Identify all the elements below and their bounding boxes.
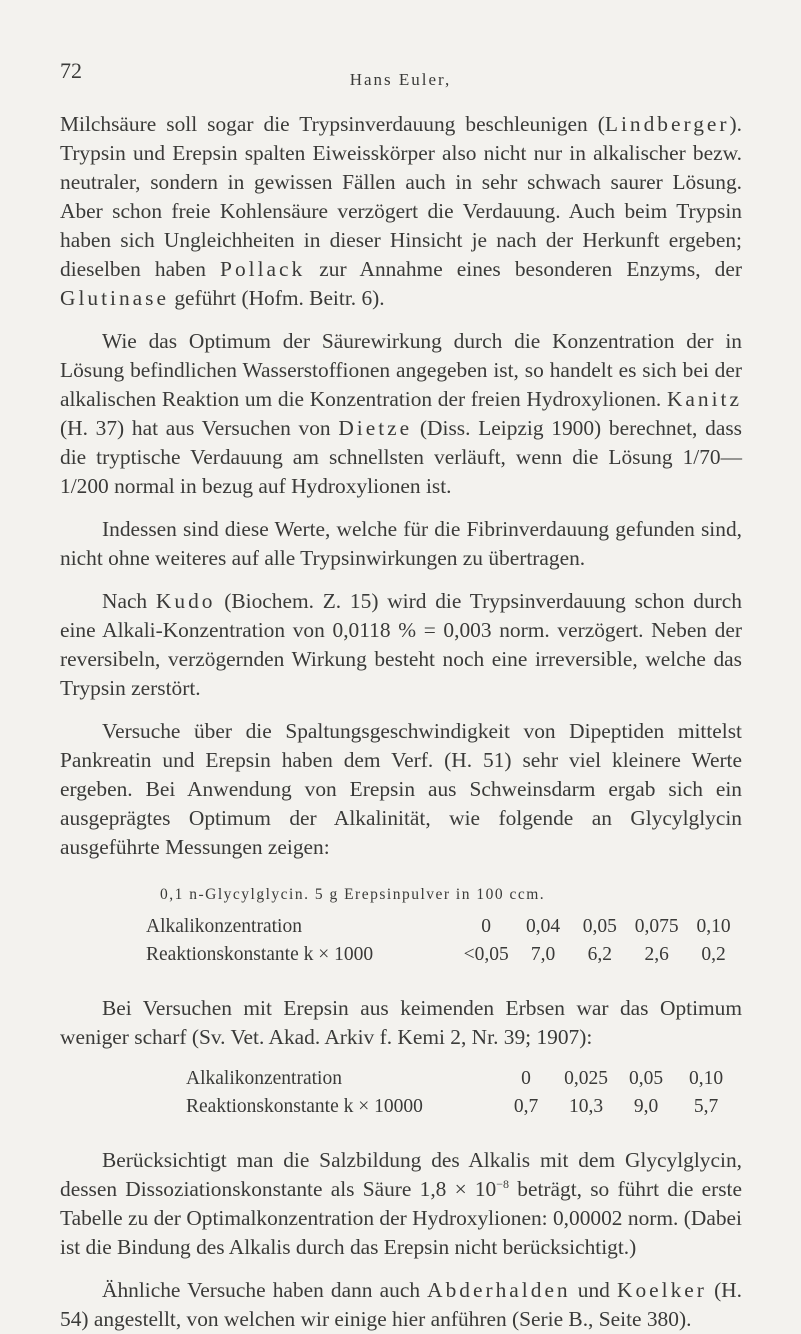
row-label: Reaktionskonstante k × 1000 xyxy=(146,944,374,965)
table-cell: 0 xyxy=(521,1068,531,1089)
table-cell: 0,04 xyxy=(525,916,561,937)
measurement-table-2 xyxy=(60,1068,742,1124)
paragraph-7: Berücksichtigt man die Salzbildung des Alkalis mit dem Glycylglycin, dessen Dissoziationskonstante als Säure $1,8 \times 10^{-8}$ beträgt, so führt die erste Tabelle zu der Optimalkonzentration der Hydroxylionen: 0,00002 norm. (Dabei ist die Bindung des Alkalis durch das Erepsin nicht berücksichtigt.) xyxy=(60,1148,742,1259)
table-cell: 0,10 xyxy=(688,1068,724,1089)
paragraph-2: Wie das Optimum der Säurewirkung durch die Konzentration der in Lösung befindlichen Wasserstoffionen angegeben ist, so handelt es sich bei der alkalischen Reaktion um die Konzentration der freien Hydroxylionen. Kanitz (H. 37) hat aus Versuchen von Dietze (Diss. Leipzig 1900) berechnet, dass die tryptische Verdauung am schnellsten verläuft, wenn die Lösung 1/70—1/200 normal in bezug auf Hydroxylionen ist. xyxy=(60,329,742,498)
table-caption: 0,1 n-Glycylglycin. 5 g Erepsinpulver in 100 ccm. xyxy=(160,886,546,903)
author-name: Kanitz xyxy=(666,387,742,411)
table-cell: 0,05 xyxy=(582,916,617,937)
measurement-table-1 xyxy=(60,886,742,972)
enzyme-name: Glutinase xyxy=(60,286,169,310)
row-label: Reaktionskonstante k × 10000 xyxy=(186,1096,423,1117)
table-cell: 0,05 xyxy=(628,1068,664,1089)
table-cell: 2,6 xyxy=(644,944,669,965)
table-cell: 9,0 xyxy=(633,1096,659,1117)
row-label: Alkalikonzentration xyxy=(146,916,302,937)
paragraph-6: Bei Versuchen mit Erepsin aus keimenden Erbsen war das Optimum weniger scharf (Sv. Vet. Akad. Arkiv f. Kemi 2, Nr. 39; 1907): xyxy=(60,996,742,1049)
running-head: Hans Euler, xyxy=(349,70,452,89)
author-name: Abderhalden xyxy=(427,1278,571,1302)
table-cell: 6,2 xyxy=(587,944,613,965)
table-cell: 10,3 xyxy=(568,1096,604,1117)
table-cell: 0,7 xyxy=(513,1096,539,1117)
table-cell: 0,075 xyxy=(634,916,679,937)
table-row xyxy=(60,916,742,944)
author-name: Pollack xyxy=(220,257,306,281)
exponent: −8 xyxy=(496,1176,510,1191)
table-cell: 7,0 xyxy=(530,944,556,965)
page-number: 72 xyxy=(60,58,82,83)
table-cell: 0,2 xyxy=(701,944,726,965)
table-row xyxy=(60,1096,742,1124)
ratio-value: 1/70—1/200 xyxy=(60,445,742,498)
paragraph-4: Nach Kudo (Biochem. Z. 15) wird die Trypsinverdauung schon durch eine Alkali-Konzentration von 0,0118 % = 0,003 norm. verzögert. Neben der reversibeln, verzögernden Wirkung besteht noch eine irreversible, welche das Trypsin zerstört. xyxy=(60,589,742,700)
table-cell: 0,025 xyxy=(564,1068,608,1089)
body-text xyxy=(60,110,742,1334)
author-name: Kudo xyxy=(155,589,216,613)
table-cell: 5,7 xyxy=(693,1096,719,1117)
paragraph-8: Ähnliche Versuche haben dann auch Abderhalden und Koelker (H. 54) angestellt, von welchen wir einige hier anführen (Serie B., Seite 380). xyxy=(60,1278,742,1331)
table-row xyxy=(60,944,742,972)
paragraph-3: Indessen sind diese Werte, welche für die Fibrinverdauung gefunden sind, nicht ohne weiteres auf alle Trypsinwirkungen zu übertragen. xyxy=(60,517,742,570)
author-name: Koelker xyxy=(617,1278,707,1302)
table-row xyxy=(60,1068,742,1096)
paragraph-5: Versuche über die Spaltungsgeschwindigkeit von Dipeptiden mittelst Pankreatin und Erepsin haben dem Verf. (H. 51) sehr viel kleinere Werte ergeben. Bei Anwendung von Erepsin aus Schweinsdarm ergab sich ein ausgeprägtes Optimum der Alkalinität, wie folgende an Glycylglycin ausgeführte Messungen zeigen: xyxy=(60,719,742,859)
page-header xyxy=(60,58,741,88)
row-label: Alkalikonzentration xyxy=(186,1068,342,1089)
table-cell: <0,05 xyxy=(463,944,509,965)
table-cell: 0,10 xyxy=(696,916,731,937)
author-name: Lindberger xyxy=(604,112,730,136)
paragraph-1: Milchsäure soll sogar die Trypsinverdauung beschleunigen (Lindberger). Trypsin und Erepsin spalten Eiweisskörper also nicht nur in alkalischer bezw. neutraler, sondern in gewissen Fällen auch in sehr schwach saurer Lösung. Aber schon freie Kohlensäure verzögert die Verdauung. Auch beim Trypsin haben sich Ungleichheiten in dieser Hinsicht je nach der Herkunft ergeben; dieselben haben Pollack zur Annahme eines besonderen Enzyms, der Glutinase geführt (Hofm. Beitr. 6). xyxy=(60,112,742,310)
table-cell: 0 xyxy=(481,916,492,937)
author-name: Dietze xyxy=(338,416,413,440)
